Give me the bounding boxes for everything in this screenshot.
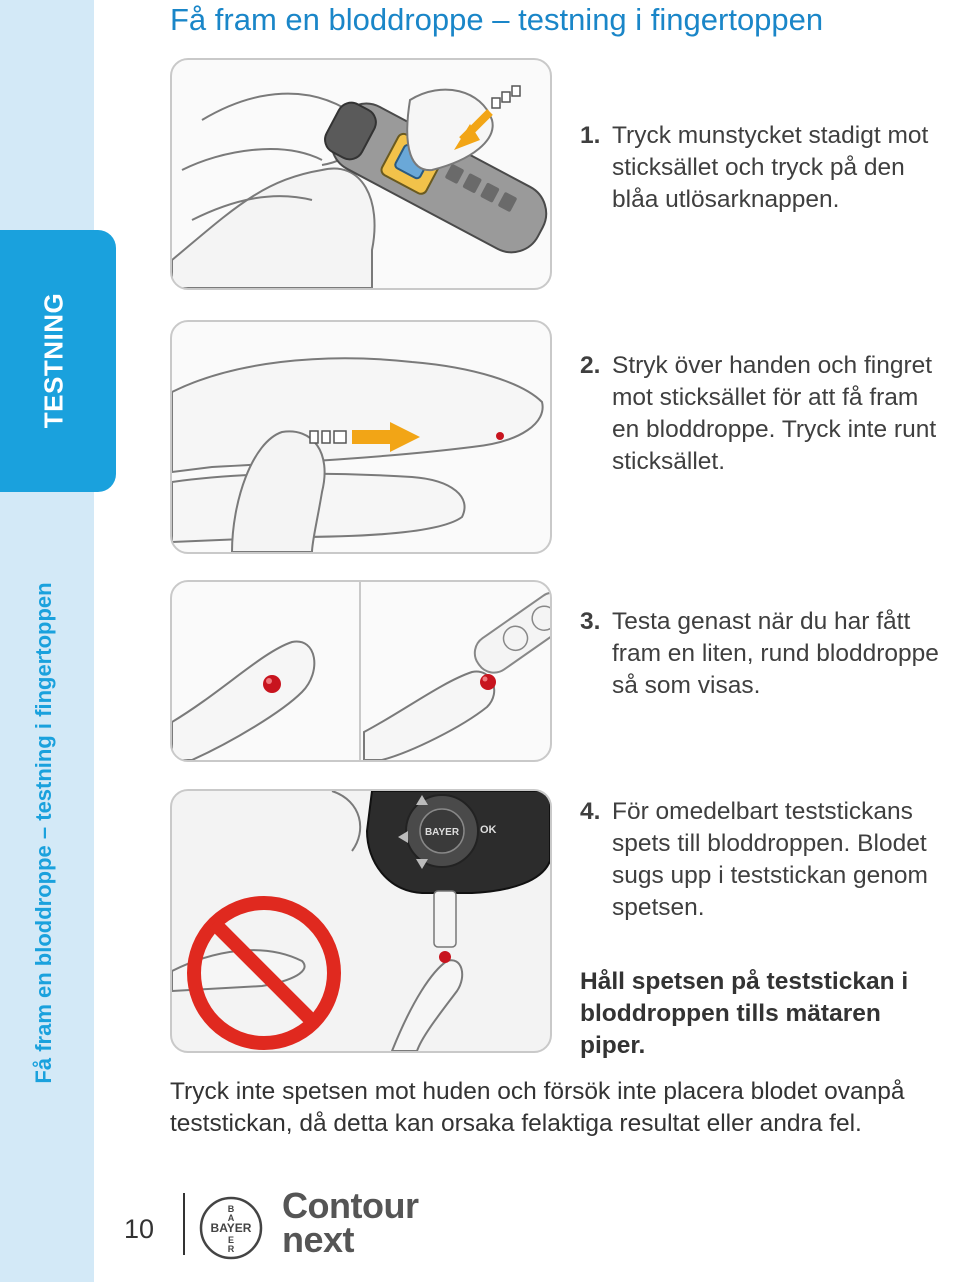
step-1-number: 1. (580, 122, 601, 149)
step-3-text: Testa genast när du har fått fram en liten, rund bloddroppe så som visas. (612, 608, 939, 699)
step-2-text: Stryk över handen och fingret mot sticksället för att få fram en bloddroppe. Tryck inte runt sticksället. (612, 352, 937, 475)
svg-text:B: B (227, 1204, 235, 1214)
meter-ok-button: OK (480, 824, 497, 836)
step-1 (580, 120, 940, 216)
svg-text:R: R (227, 1244, 235, 1254)
section-tab-label: TESTNING (38, 292, 69, 429)
step-3 (580, 606, 940, 702)
step-4-text: För omedelbart teststickans spets till bloddroppen. Blodet sugs upp i teststickan genom spetsen. (612, 798, 928, 921)
page-title: Få fram en bloddroppe – testning i fingertoppen (170, 2, 824, 37)
step-2-number: 2. (580, 352, 601, 379)
hold-tip-note: Håll spetsen på teststickan i bloddroppen tills mätaren piper. (580, 968, 909, 1059)
product-logo-next: next (282, 1219, 355, 1260)
illustration-blood-drop (170, 580, 552, 762)
page-number: 10 (124, 1214, 155, 1244)
step-4 (580, 796, 940, 924)
step-4-number: 4. (580, 798, 601, 825)
svg-text:A: A (227, 1213, 235, 1223)
meter-brand: BAYER (424, 827, 460, 838)
warning-text: Tryck inte spetsen mot huden och försök inte placera blodet ovanpå teststickan, då detta kan orsaka felaktiga resultat eller andra fel. (170, 1078, 905, 1137)
svg-text:E: E (227, 1235, 235, 1245)
product-logo-contour: Contour (282, 1185, 419, 1226)
bayer-logo-icon (198, 1195, 264, 1261)
illustration-meter-apply-blood (170, 789, 552, 1053)
illustration-stroke-finger (170, 320, 552, 554)
illustration-lancing-device (170, 58, 552, 290)
footer-divider (183, 1193, 185, 1255)
step-2 (580, 350, 940, 478)
side-running-title: Få fram en bloddroppe – testning i fingertoppen (31, 582, 56, 1084)
bayer-logo-letters: BAYER (210, 1221, 252, 1235)
step-3-number: 3. (580, 608, 601, 635)
step-1-text: Tryck munstycket stadigt mot sticksället och tryck på den blåa utlösarknappen. (612, 122, 929, 213)
